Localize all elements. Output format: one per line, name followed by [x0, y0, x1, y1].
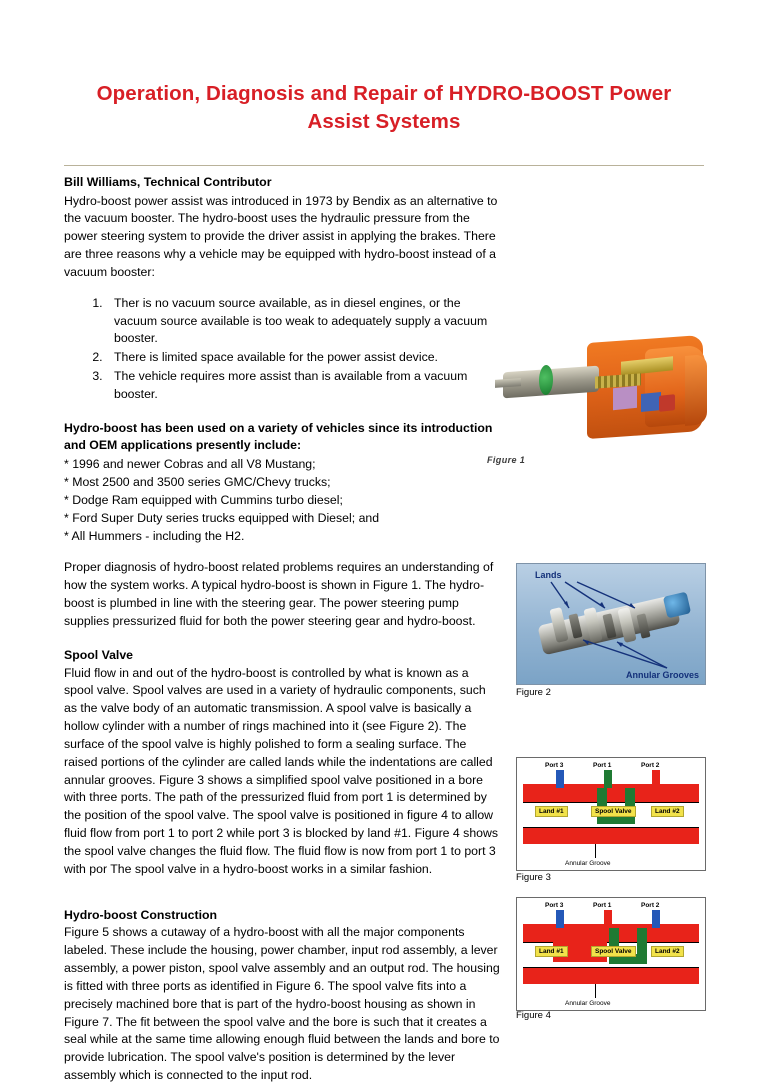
reasons-list	[64, 295, 500, 404]
list-item: * Most 2500 and 3500 series GMC/Chevy trucks;	[64, 475, 331, 490]
applications-heading: Hydro-boost has been used on a variety of vehicles since its introduction and OEM applications presently include:	[64, 420, 493, 453]
diagnosis-paragraph: Proper diagnosis of hydro-boost related problems requires an understanding of how the system works. A typical hydro-boost is shown in Figure 1. The hydro-boost is plumbed in line with the steering gear. The power steering pump supplies pressurized fluid for both the power steering gear and hydro-boost.	[64, 560, 494, 628]
figure-3-land-1-label: Land #1	[535, 806, 568, 817]
spool-valve-paragraph: Fluid flow in and out of the hydro-boost is controlled by what is known as a spool valve. Spool valves are used in a variety of hydraulic components, such as the valve body of an automatic transmission. A spool valve is basically a hollow cylinder with a number of rings machined into it (see Figure 2). The surface of the spool valve is highly polished to form a sealing surface. The raised portions of the cylinder are called lands while the indentations are called annular grooves. Figure 3 shows a simplified spool valve positioned in a bore with three ports. The path of the pressurized fluid from port 1 is determined by the position of the spool valve. The spool valve is positioned in figure 4 to allow fluid flow from port 1 to port 2 while port 3 is blocked by land #1. Figure 4 shows the spool valve changes the fluid flow. The fluid flow is now from port 1 to port 3 with por The spool valve in a hydro-boost works in a similar fashion.	[64, 665, 499, 876]
port-1-stem	[604, 910, 612, 928]
port-2-stem	[652, 910, 660, 928]
main-text-column	[64, 174, 500, 1085]
page-title: Operation, Diagnosis and Repair of HYDRO-BOOST Power Assist Systems	[96, 82, 672, 134]
figure-2-label-grooves: Annular Grooves	[625, 670, 699, 680]
port-2-stem	[652, 770, 660, 788]
fluid-band-bottom	[523, 826, 699, 844]
figure-4-port-2-label: Port 2	[641, 902, 660, 909]
figure-4-land-1-label: Land #1	[535, 946, 568, 957]
figure-3-port-3-label: Port 3	[545, 762, 564, 769]
list-item: * 1996 and newer Cobras and all V8 Mustang;	[64, 457, 316, 472]
byline: Bill Williams, Technical Contributor	[64, 174, 272, 189]
list-item: 3. The vehicle requires more assist than is available from a vacuum booster.	[106, 368, 500, 404]
callout-arrows-icon	[517, 564, 705, 684]
port-2	[649, 906, 663, 926]
list-item: 2. There is limited space available for the power assist device.	[106, 349, 500, 367]
figure-2-caption: Figure 2	[516, 687, 551, 698]
figure-3-port-1-label: Port 1	[593, 762, 612, 769]
figure-1-inline-label: Figure 1	[487, 455, 526, 465]
port-3	[553, 906, 567, 926]
figure-1-art	[495, 335, 701, 435]
figure-1-hydroboost-cutaway	[487, 307, 709, 465]
figure-3-spool-label: Spool Valve	[591, 806, 636, 817]
list-item: * Ford Super Duty series trucks equipped with Diesel; and	[64, 510, 380, 525]
title-divider	[64, 165, 704, 166]
figure-4-spool-position-2	[516, 897, 706, 1011]
figure-4-caption: Figure 4	[516, 1010, 551, 1021]
construction-heading: Hydro-boost Construction	[64, 907, 218, 922]
figure-4-port-3-label: Port 3	[545, 902, 564, 909]
accumulator	[659, 394, 675, 412]
intro-paragraph: Hydro-boost power assist was introduced in 1973 by Bendix as an alternative to the vacuum booster. The hydro-boost uses the hydraulic pressure from the power steering system to provide the driver assist in applying the brakes. There are three reasons why a vehicle may be equipped with hydro-boost instead of a vacuum booster:	[64, 193, 498, 279]
applications-list	[64, 456, 500, 545]
figure-4-port-1-label: Port 1	[593, 902, 612, 909]
construction-paragraph: Figure 5 shows a cutaway of a hydro-boost with all the major components labeled. These include the housing, power chamber, input rod assembly, a lever assembly, a power piston, spool valve assembly and an output rod. The housing is fitted with three ports as identified in Figure 6. The spool valve fits into a precisely machined bore that is part of the hydro-boost housing as shown in Figure 7. The fit between the spool valve and the bore is such that it creates a seal while at the same time allowing enough fluid between the lands and bore to provide lubrication. The spool valve's position is determined by the lever assembly which is connected to the input rod.	[64, 925, 500, 1082]
port-2	[649, 766, 663, 786]
figure-4-annular-groove-label: Annular Groove	[565, 1000, 611, 1007]
port-3-stem	[556, 910, 564, 928]
port-1	[601, 906, 615, 926]
figure-3-land-2-label: Land #2	[651, 806, 684, 817]
port-1-stem	[604, 770, 612, 788]
port-3-stem	[556, 770, 564, 788]
list-item: * Dodge Ram equipped with Cummins turbo diesel;	[64, 492, 343, 507]
lever-assembly	[613, 386, 637, 411]
figure-4-spool-label: Spool Valve	[591, 946, 636, 957]
port-1	[601, 766, 615, 786]
figure-3-spool-position-1	[516, 757, 706, 871]
figure-3-caption: Figure 3	[516, 872, 551, 883]
figure-2-label-lands: Lands	[535, 570, 562, 580]
annular-groove-leader	[595, 844, 596, 858]
figure-2-spool-valve-photo	[516, 563, 706, 685]
spool-valve-heading: Spool Valve	[64, 647, 134, 662]
spool-valve-assembly	[641, 392, 661, 412]
figure-3-annular-groove-label: Annular Groove	[565, 860, 611, 867]
list-item: * All Hummers - including the H2.	[64, 528, 245, 543]
figure-3-port-2-label: Port 2	[641, 762, 660, 769]
fluid-band-bottom	[523, 966, 699, 984]
port-3	[553, 766, 567, 786]
housing-cap	[685, 354, 707, 426]
list-item: 1. Ther is no vacuum source available, as in diesel engines, or the vacuum source available is too weak to adequately supply a vacuum booster.	[106, 295, 500, 348]
figure-4-land-2-label: Land #2	[651, 946, 684, 957]
annular-groove-leader	[595, 984, 596, 998]
